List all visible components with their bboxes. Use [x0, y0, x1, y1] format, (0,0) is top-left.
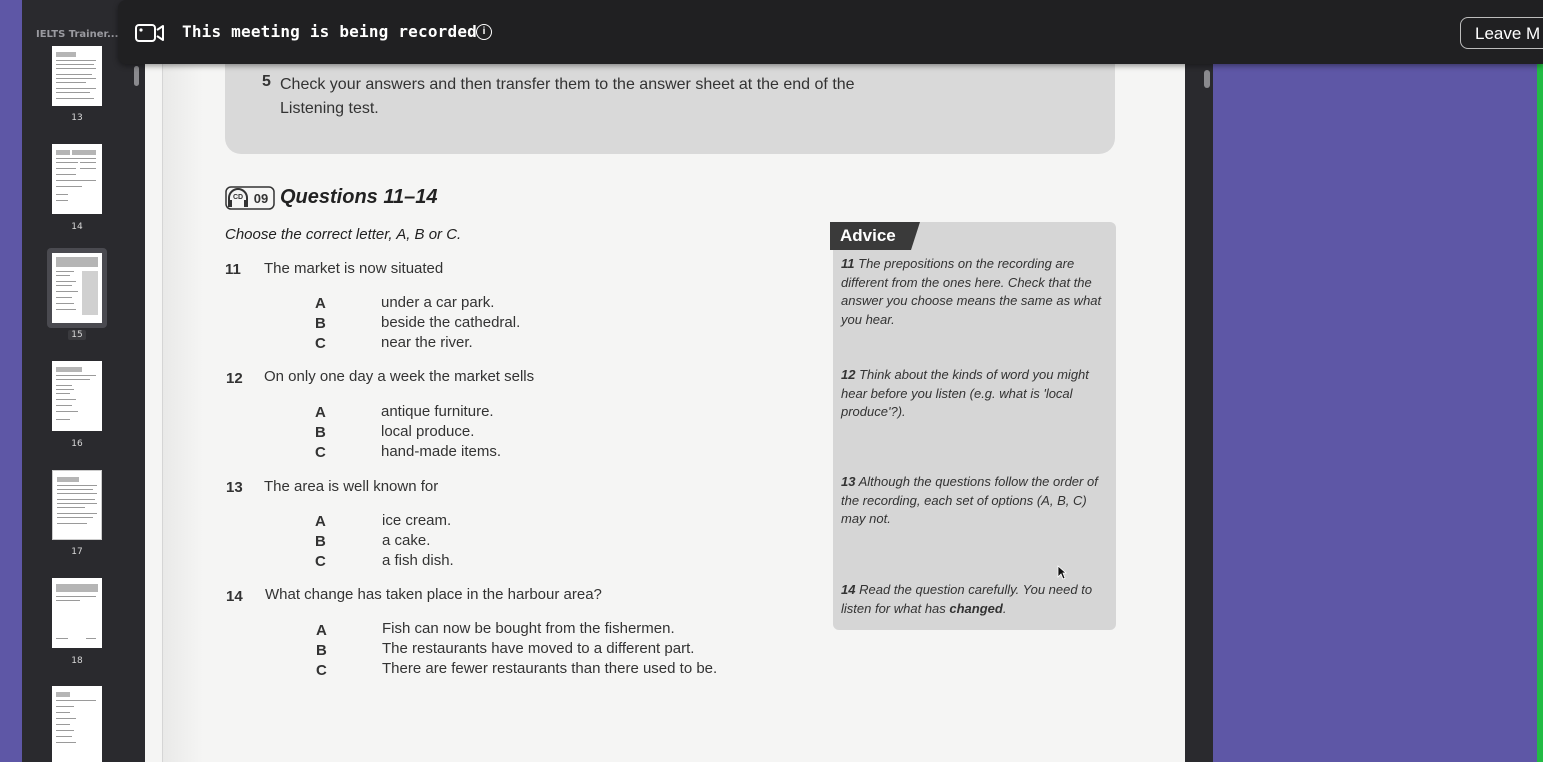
option-letter: C [315, 335, 326, 352]
page-thumbnail-16[interactable] [52, 361, 102, 431]
advice-text-end: . [1002, 600, 1007, 616]
advice-item-13 [841, 473, 1103, 529]
option-text: near the river. [381, 334, 473, 351]
option-text: hand-made items. [381, 443, 502, 460]
advice-item-14 [841, 581, 1103, 618]
thumbnail-page-number: 16 [71, 439, 83, 449]
option-text: There are fewer restaurants than there used to be. [382, 660, 718, 677]
option-text: under a car park. [381, 294, 495, 311]
advice-text: Although the questions follow the order of the recording, each set of options (A, B, C) may not. [841, 474, 1098, 526]
document-scrollbar-thumb[interactable] [1204, 70, 1210, 88]
tip-text: Check your answers and then transfer them to the answer sheet at the end of the Listening test. [280, 76, 855, 117]
thumbnail-page-number: 17 [71, 547, 83, 557]
question-text: What change has taken place in the harbour area? [265, 586, 602, 603]
info-icon[interactable]: i [476, 24, 492, 40]
advice-item-11 [841, 255, 1103, 329]
question-number: 12 [226, 370, 243, 387]
section-title: Questions 11–14 [280, 186, 438, 208]
page-thumbnail-19[interactable] [52, 686, 102, 762]
option-letter: A [315, 295, 326, 312]
page-thumbnail-18[interactable] [52, 578, 102, 648]
recording-banner [118, 0, 1543, 64]
sidebar-scrollbar[interactable] [134, 66, 139, 86]
option-text: local produce. [381, 423, 475, 440]
instruction: Choose the correct letter, A, B or C. [225, 226, 462, 243]
option-letter: B [315, 315, 326, 332]
advice-number: 13 [841, 474, 856, 489]
document-title: IELTS Trainer... [36, 29, 119, 40]
advice-emphasis: changed [949, 600, 1003, 616]
question-text: On only one day a week the market sells [264, 368, 535, 385]
thumbnail-page-number-selected: 15 [68, 330, 86, 340]
option-text: antique furniture. [381, 403, 494, 420]
thumbnail-page-number: 14 [71, 222, 83, 232]
active-speaker-indicator [1537, 0, 1543, 762]
page-thumbnail-15[interactable] [52, 253, 102, 323]
option-letter: A [315, 513, 326, 530]
question-text: The area is well known for [264, 478, 439, 495]
document-scrollbar-track [1185, 0, 1213, 762]
page-margin-line [162, 0, 163, 762]
option-letter: B [315, 424, 326, 441]
question-text: The market is now situated [264, 260, 444, 277]
mouse-cursor-icon [1057, 565, 1067, 585]
page-gutter-shadow [163, 0, 203, 762]
option-text: a fish dish. [382, 552, 454, 569]
option-text: beside the cathedral. [381, 314, 521, 331]
advice-item-12 [841, 366, 1103, 422]
advice-text: Read the question carefully. You need to listen for what has [841, 582, 1093, 616]
question-number: 13 [226, 479, 243, 496]
option-letter: B [315, 533, 326, 550]
advice-number: 14 [841, 582, 856, 597]
advice-number: 12 [841, 367, 856, 382]
pdf-page-view [145, 0, 1185, 762]
option-letter: C [316, 662, 327, 679]
option-text: Fish can now be bought from the fishermen. [382, 620, 675, 637]
video-camera-icon [135, 24, 165, 47]
option-letter: B [316, 642, 327, 659]
cd-headphones-icon [225, 186, 275, 215]
recording-notice: This meeting is being recorded [182, 22, 477, 41]
advice-title: Advice [840, 226, 896, 245]
page-thumbnail-17[interactable] [52, 470, 102, 540]
question-number: 14 [226, 588, 243, 605]
option-letter: A [316, 622, 327, 639]
advice-number: 11 [841, 256, 855, 271]
option-text: ice cream. [382, 512, 452, 529]
advice-text: Think about the kinds of word you might hear before you listen (e.g. what is 'local produce'?). [841, 367, 1089, 419]
cd-label: CD [232, 194, 244, 201]
cd-track-number: 09 [253, 191, 269, 206]
page-thumbnail-13[interactable] [52, 46, 102, 106]
page-thumbnail-14[interactable] [52, 144, 102, 214]
tip-number: 5 [262, 73, 271, 90]
option-text: The restaurants have moved to a different part. [382, 640, 695, 657]
option-letter: C [315, 553, 326, 570]
thumbnail-page-number: 18 [71, 656, 83, 666]
option-text: a cake. [382, 532, 431, 549]
option-letter: A [315, 404, 326, 421]
leave-meeting-button[interactable]: Leave M [1460, 17, 1543, 49]
thumbnail-page-number: 13 [71, 113, 83, 123]
option-letter: C [315, 444, 326, 461]
advice-text: The prepositions on the recording are different from the ones here. Check that the answer you choose means the same as what you hear. [841, 256, 1102, 327]
question-number: 11 [225, 261, 241, 278]
window-left-edge [0, 0, 22, 762]
